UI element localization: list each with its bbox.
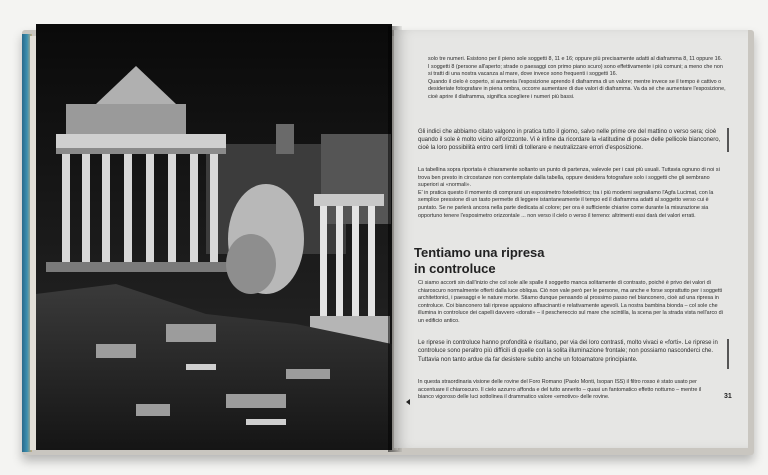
paragraph-exposure-values: solo tre numeri. Esistono per il pieno sole soggetti 8, 11 e 16; oppure più precisamente adatti al diaframma 8, 11 oppure 16. I soggetti 8 (persone all'aperto; strade o paesaggi con primo piano scuro) sono effettivamente i più comuni; a meno che non si tratti di una nostra vacanza al mare, dove invece sono frequenti i soggetti 16. Quando il cielo è coperto, si aumenta l'esposizione aprendo il diaframma di un valore; mentre invece se il tempo è cattivo o desideriate fotografare in piena ombra, occorre aumentare di due valori di diaframma. Va da sé che aumentare l'esposizione, cioè aprire il diaframma, significa scegliere i numeri più bassi. (428, 56, 726, 100)
caption-pointer-icon (406, 399, 410, 405)
photo-caption: In questa straordinaria visione delle rovine del Foro Romano (Paolo Monti, Isopan ISS) il filtro rosso è stato usato per accentuare il chiaroscuro. Il cielo azzurro affonda e del tutto annerito – quasi un fantomatico effetto notturno – mentre il bianco vigoroso delle luci sottolinea il drammatico valore «emotivo» delle rovine. (418, 379, 702, 401)
paragraph-exposure-meter: La tabellina sopra riportata è chiaramente soltanto un punto di partenza, valevole per i casi più usuali. Tuttavia ognuno di noi si trova ben presto in circostanze non contemplate dalla tabella, oppure desidera fotografare solo i soggetti che gli sembrano superiori ai «normali». E' in pratica questo il momento di comprarsi un esposimetro fotoelettrico; tra i più moderni segnaliamo l'Agfa Lucimat, con la semplice pressione di un tasto permette di leggere istantaneamente il tempo ed il diaframma adatti al soggetto verso cui è puntato. Se ne parlerà ancora nella parte dedicata al colore; per ora è sufficiente chiarire come durante la misurazione sia opportuno tenere l'esposimetro orizzontale ... non verso il cielo o verso il terreno: altrimenti essi darà dei valori errati. (418, 167, 720, 219)
paragraph-backlight-depth: Le riprese in controluce hanno profondità e risultano, per via dei loro contrasti, molto vivaci e «forti». Le riprese in controluce sono peraltro più difficili di quelle con la solita illuminazione frontale; non possiamo nasconderci che. Tuttavia non tanto ardue da far desistere subito anche un fotoamatore principiante. (418, 340, 718, 363)
roman-forum-photograph (36, 24, 392, 450)
paragraph-latitude: Gli indici che abbiamo citato valgono in pratica tutto il giorno, salvo nelle prime ore del mattino o verso sera; cioè quando il sole è molto vicino all'orizzonte. Vi è infine da ricordare la «latitudine di posa» delle pellicole bianconero, cioè la loro possibilità entro certi limiti di tollerare e neutralizzare errori d'esposizione. (418, 129, 721, 151)
page-number: 31 (724, 393, 732, 400)
section-heading: Tentiamo una ripresa in controluce (414, 245, 545, 276)
paragraph-backlight: Ci siamo accorti sin dall'inizio che col sole alle spalle il soggetto manca solitamente di contrasto, poiché è privo dei valori di chiaroscuro normalmente offerti dalla luce obliqua. Ciò non vale però per le persone, ma anche e forse soprattutto per i soggetti architettonici, i paesaggi e le nature morte. Stiamo dunque pensando al prossimo passo nel bianconero, cioè ad una ripresa in controluce. Coi bianconero tali riprese appaiono affascinanti e relativamente agevoli. La nostra bambina bionda – col sole che illumina in controluce dei capelli davvero «dorati» – il peschereccio sul mare che scintilla, la scena per la strada vista nell'arco di un edificio antico. (418, 280, 723, 324)
forum-ruins-illustration (36, 24, 392, 450)
